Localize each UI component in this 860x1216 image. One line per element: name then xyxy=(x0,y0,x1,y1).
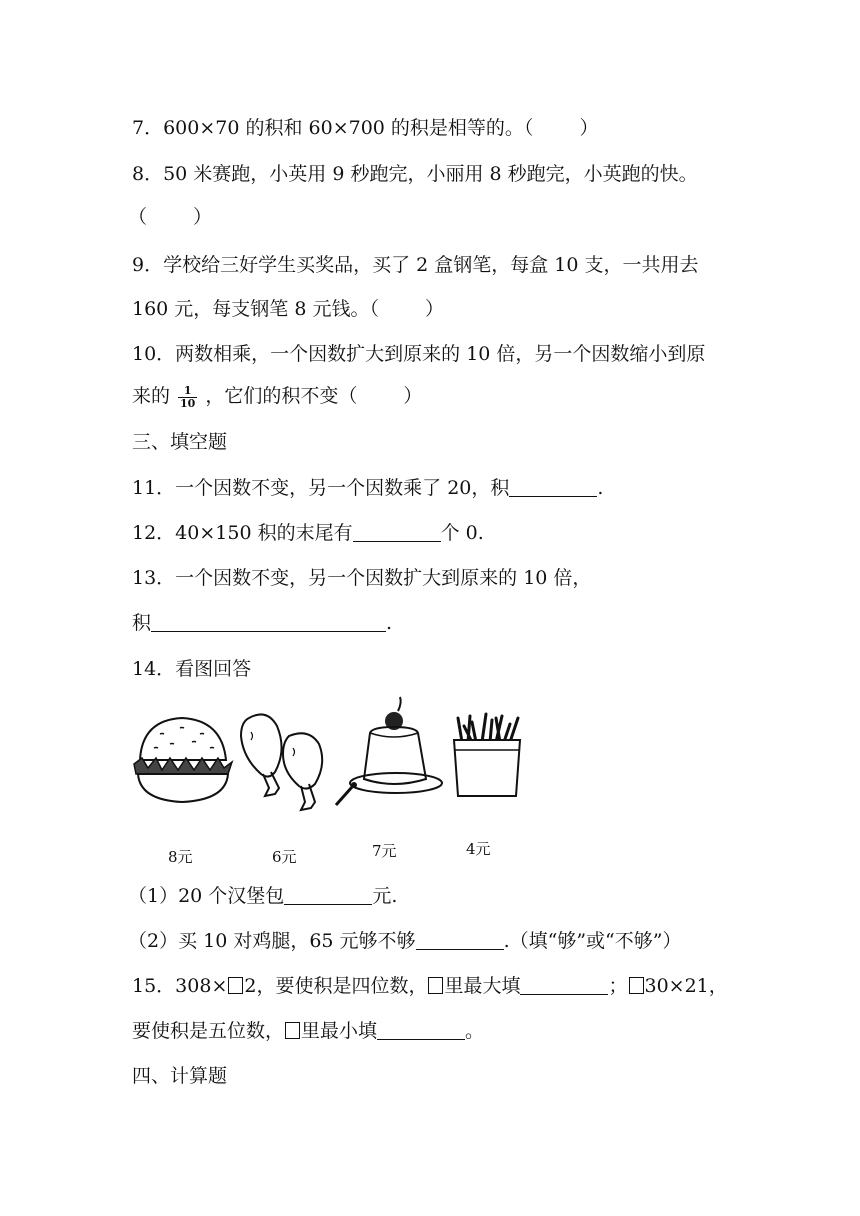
question-8-paren: （ ） xyxy=(128,206,213,228)
answer-blank[interactable] xyxy=(509,478,597,497)
digit-box xyxy=(629,977,644,994)
digit-box xyxy=(428,977,443,994)
digit-box xyxy=(228,977,243,994)
question-10-line2: 来的 $\frac{1}{10}$ ，它们的积不变（ ） xyxy=(132,383,423,410)
chicken-leg-icon xyxy=(235,708,330,813)
question-13-line2: 积 . xyxy=(132,612,393,634)
question-9-line1: 9．学校给三好学生买奖品，买了 2 盒钢笔，每盒 10 支，一共用去 xyxy=(132,254,699,276)
pudding-icon xyxy=(330,693,448,813)
question-14-sub1: （1）20 个汉堡包 元. xyxy=(128,885,398,907)
answer-blank[interactable] xyxy=(353,523,441,542)
answer-blank[interactable] xyxy=(284,886,372,905)
question-8: 8．50 米赛跑，小英用 9 秒跑完，小丽用 8 秒跑完，小英跑的快。 xyxy=(132,163,698,185)
fraction-one-tenth: $\frac{1}{10}$ xyxy=(180,383,196,410)
question-14-sub2: （2）买 10 对鸡腿，65 元够不够 .（填“够”或“不够”） xyxy=(128,930,682,952)
hamburger-icon xyxy=(130,712,235,807)
section-heading-fill-blank: 三、填空题 xyxy=(132,431,228,453)
question-12: 12．40×150 积的末尾有 个 0. xyxy=(132,522,484,544)
chicken-leg-price: 6元 xyxy=(272,848,297,866)
question-10-line1: 10．两数相乘，一个因数扩大到原来的 10 倍，另一个因数缩小到原 xyxy=(132,343,706,365)
hamburger-price: 8元 xyxy=(168,848,193,866)
answer-blank[interactable] xyxy=(151,613,386,632)
digit-box xyxy=(285,1022,300,1039)
question-9-line2: 160 元，每支钢笔 8 元钱。（ ） xyxy=(132,298,444,320)
question-14-title: 14．看图回答 xyxy=(132,658,252,680)
answer-blank[interactable] xyxy=(416,931,504,950)
question-7: 7．600×70 的积和 60×700 的积是相等的。（ ） xyxy=(132,117,599,139)
fries-price: 4元 xyxy=(466,840,491,858)
question-15-line2: 要使积是五位数， 里最小填 。 xyxy=(132,1020,485,1042)
question-15-line1: 15．308× 2，要使积是四位数， 里最大填 ； 30×21， xyxy=(132,975,728,997)
section-heading-calculation: 四、计算题 xyxy=(132,1065,228,1087)
fries-icon xyxy=(448,712,526,802)
question-13-line1: 13．一个因数不变，另一个因数扩大到原来的 10 倍， xyxy=(132,567,592,589)
pudding-price: 7元 xyxy=(372,842,397,860)
question-11: 11．一个因数不变，另一个因数乘了 20，积 . xyxy=(132,477,604,499)
answer-blank[interactable] xyxy=(377,1021,465,1040)
answer-blank[interactable] xyxy=(520,976,608,995)
